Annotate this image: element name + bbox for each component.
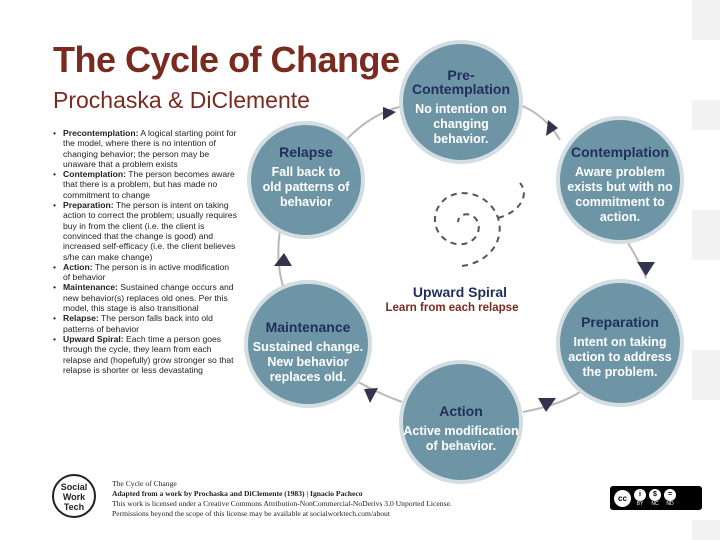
arc-precontemplation-to-contemplation — [520, 105, 560, 140]
contemplation-body-1: Aware problem — [574, 165, 666, 179]
credit-line-2: This work is licensed under a Creative Commons Attribution-NonCommercial-NoDerivs 3.0 Unported License. — [112, 499, 452, 508]
noderivs-icon: = — [664, 489, 676, 501]
list-item: • Action: The person is in active modification of behavior — [53, 262, 238, 283]
stage-precontemplation — [401, 42, 521, 162]
stage-contemplation — [558, 118, 682, 242]
preparation-body-1: Intent on taking — [573, 335, 667, 349]
arc-relapse-to-precontemplation — [343, 106, 404, 143]
credit-line-3: Permissions beyond the scope of this license may be available at socialworktech.com/about — [112, 509, 390, 518]
list-item: • Precontemplation: A logical starting point for the model, where there is no intention of changing behavior; the person may be unaware that a problem exists — [53, 128, 238, 169]
credit-line-1: Adapted from a work by Prochaska and DiClemente (1983) | Ignacio Pacheco — [112, 489, 363, 498]
action-body-1: Active modification — [403, 424, 519, 438]
list-item: • Maintenance: Sustained change occurs and new behavior(s) replaces old ones. Per this model, this stage is also transitional — [53, 282, 238, 313]
arrow-head-5 — [364, 388, 378, 403]
center-subtitle: Learn from each relapse — [385, 302, 519, 314]
preparation-body-3: the problem. — [582, 365, 658, 379]
noncommercial-icon: $ — [649, 489, 661, 501]
relapse-title: Relapse — [279, 144, 333, 160]
attribution-icon: i — [634, 489, 646, 501]
list-item: • Relapse: The person falls back into old patterns of behavior — [53, 313, 238, 334]
maintenance-body-2: New behavior — [267, 355, 349, 369]
contemplation-body-3: commitment to — [575, 195, 665, 209]
preparation-title: Preparation — [581, 314, 659, 330]
preparation-body-2: action to address — [568, 350, 672, 364]
stage-maintenance — [246, 282, 370, 406]
credit-title: The Cycle of Change — [112, 479, 177, 488]
arc-contemplation-to-preparation — [625, 238, 646, 278]
action-body-2: of behavior. — [425, 439, 497, 453]
creative-commons-badge[interactable]: cc i BY $ NC = ND — [610, 486, 702, 510]
cc-icon: cc — [614, 490, 631, 507]
arc-action-to-maintenance — [355, 380, 402, 402]
contemplation-body-2: exists but with no — [567, 180, 673, 194]
list-item: • Preparation: The person is intent on taking action to correct the problem; usually requires buy in from the client (i.e. the client is convinced that the change is good) and increased self-efficacy (i.e. the client believes s/he can make change) — [53, 200, 238, 262]
contemplation-title: Contemplation — [571, 144, 669, 160]
maintenance-title: Maintenance — [265, 319, 351, 335]
maintenance-body-1: Sustained change. — [252, 340, 364, 354]
precontemplation-title-1: Pre- — [447, 67, 475, 83]
precontemplation-title-2: Contemplation — [412, 81, 510, 97]
credits-block — [112, 479, 452, 519]
list-item: • Upward Spiral: Each time a person goes through the cycle, they learn from each relapse and (hopefully) grow stronger so that relapse is shorter or less devastating — [53, 334, 238, 375]
page-title: The Cycle of Change — [53, 39, 400, 80]
action-title: Action — [439, 403, 483, 419]
precontemplation-body-1: No intention on — [415, 102, 507, 116]
relapse-body-1: Fall back to — [271, 165, 341, 179]
upward-spiral-graphic — [435, 183, 524, 266]
precontemplation-body-3: behavior. — [433, 132, 489, 146]
maintenance-body-3: replaces old. — [269, 370, 347, 384]
stage-preparation — [558, 281, 682, 405]
stage-relapse — [249, 123, 363, 237]
relapse-body-3: behavior — [279, 195, 333, 209]
arrow-head-6 — [274, 253, 292, 266]
center-title: Upward Spiral — [412, 284, 508, 300]
arrow-head-3 — [637, 262, 655, 276]
contemplation-body-4: action. — [599, 210, 641, 224]
stage-action — [401, 362, 521, 482]
precontemplation-body-2: changing — [433, 117, 489, 131]
list-item: • Contemplation: The person becomes aware that there is a problem, but has made no commitment to change — [53, 169, 238, 200]
relapse-body-2: old patterns of — [262, 180, 350, 194]
social-work-tech-logo: Social Work Tech — [52, 474, 96, 518]
page-subtitle: Prochaska & DiClemente — [53, 87, 310, 113]
